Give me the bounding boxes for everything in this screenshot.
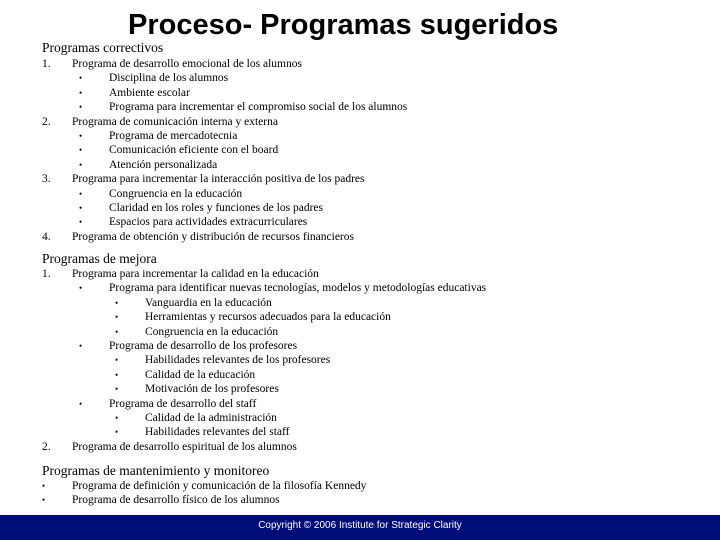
list-item [0,143,720,157]
item-text: Habilidades relevantes de los profesores [145,354,331,367]
bullet-icon: • [79,398,83,409]
bullet-icon: • [115,326,119,337]
list-mantenimiento [0,479,720,508]
section-heading-mantenimiento: Programas de mantenimiento y monitoreo [42,463,270,478]
list-item [0,397,720,411]
list-item [0,411,720,425]
bullet-icon: • [79,217,83,228]
list-item [0,230,720,244]
list-item [0,129,720,143]
item-text: Programa de desarrollo de los profesores [109,339,298,352]
list-item [0,115,720,129]
list-item [0,310,720,324]
bullet-icon: • [79,87,83,98]
item-text: Programa de definición y comunicación de la filosofía Kennedy [72,480,367,492]
list-item [0,71,720,85]
item-number: 2. [42,115,51,128]
item-text: Programa para incrementar la calidad en la educación [72,268,319,280]
item-text: Congruencia en la educación [145,325,279,338]
list-item [0,339,720,353]
item-text: Programa para incrementar el compromiso social de los alumnos [109,101,408,114]
bullet-icon: • [115,384,119,395]
item-text: Vanguardia en la educación [145,296,272,309]
list-item [0,57,720,71]
bullet-icon: • [115,355,119,366]
item-text: Programa de desarrollo emocional de los alumnos [72,58,302,70]
list-item [0,382,720,396]
item-text: Programa de desarrollo físico de los alumnos [72,494,280,507]
section-heading-correctivos: Programas correctivos [42,40,164,55]
list-item [0,493,720,507]
bullet-icon: • [79,102,83,113]
list-item [0,267,720,281]
bullet-icon: • [115,369,119,380]
item-number: 3. [42,173,51,186]
bullet-icon: • [79,145,83,156]
bullet-icon: • [79,283,83,294]
section-heading-mejora: Programas de mejora [42,251,157,266]
list-correctivos [0,57,720,244]
list-item [0,100,720,114]
list-item [0,86,720,100]
list-mejora [0,267,720,454]
item-number: 4. [42,230,51,243]
bullet-icon: • [79,202,83,213]
list-item [0,172,720,186]
item-text: Herramientas y recursos adecuados para la educación [145,311,391,324]
item-text: Motivación de los profesores [145,383,279,396]
bullet-icon: • [115,312,119,323]
item-number: 1. [42,58,51,70]
bullet-icon: • [115,427,119,438]
list-item [0,215,720,229]
bullet-icon: • [79,73,83,84]
bullet-icon: • [79,340,83,351]
item-number: 2. [42,440,51,453]
item-text: Programa de mercadotecnia [109,129,238,142]
item-text: Programa de desarrollo espiritual de los alumnos [72,440,297,453]
list-item [0,325,720,339]
item-text: Claridad en los roles y funciones de los padres [109,201,323,214]
item-text: Programa de comunicación interna y externa [72,115,278,128]
list-item [0,479,720,493]
item-number: 1. [42,268,51,280]
page-title: Proceso- Programas sugeridos [128,9,559,41]
item-text: Atención personalizada [109,158,218,171]
item-text: Programa para incrementar la interacción positiva de los padres [72,173,365,186]
item-text: Calidad de la educación [145,368,256,381]
item-text: Calidad de la administración [145,411,277,424]
item-text: Congruencia en la educación [109,187,243,200]
item-text: Ambiente escolar [109,86,190,99]
list-item [0,368,720,382]
bullet-icon: • [115,412,119,423]
item-text: Programa de obtención y distribución de recursos financieros [72,230,354,243]
list-item [0,281,720,295]
item-text: Espacios para actividades extracurriculares [109,216,308,229]
item-text: Habilidades relevantes del staff [145,426,290,439]
bullet-icon: • [42,495,46,506]
list-item [0,296,720,310]
list-item [0,187,720,201]
bullet-icon: • [42,481,46,491]
bullet-icon: • [79,130,83,141]
item-text: Programa de desarrollo del staff [109,397,257,410]
bullet-icon: • [79,159,83,170]
list-item [0,158,720,172]
list-item [0,201,720,215]
item-text: Disciplina de los alumnos [109,72,229,85]
list-item [0,353,720,367]
item-text: Programa para identificar nuevas tecnologías, modelos y metodologías educativas [109,282,487,295]
list-item [0,440,720,454]
copyright-footer: Copyright © 2006 Institute for Strategic Clarity [0,515,720,540]
list-item [0,425,720,439]
item-text: Comunicación eficiente con el board [109,144,279,157]
bullet-icon: • [79,188,83,199]
bullet-icon: • [115,297,119,308]
